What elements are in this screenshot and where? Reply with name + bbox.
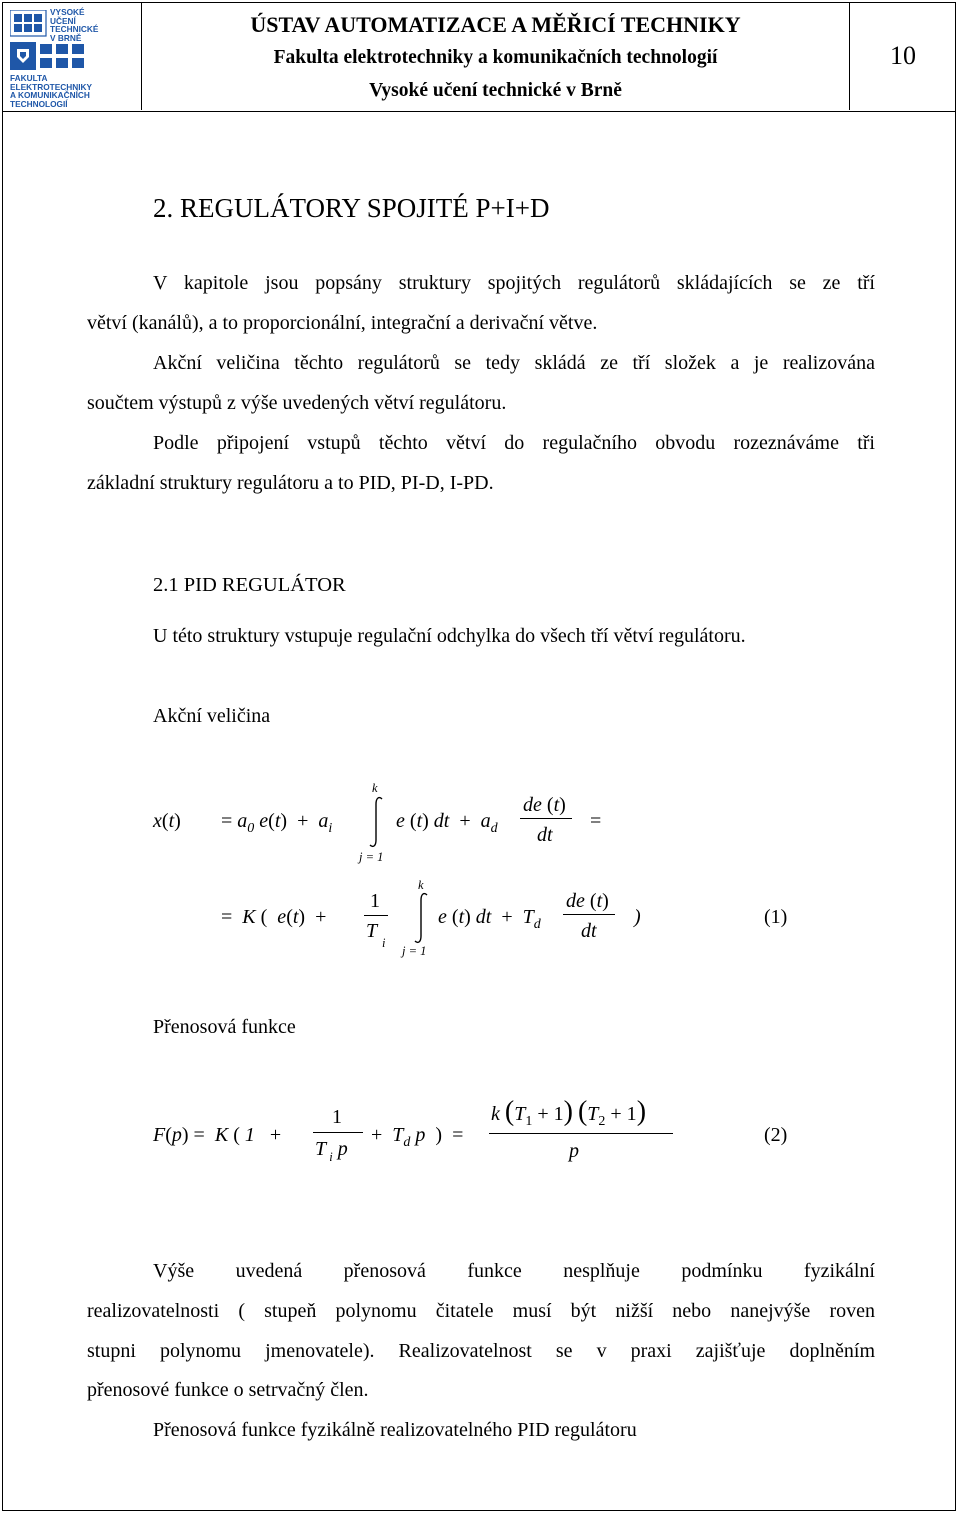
transfer-function-label: Přenosová funkce xyxy=(153,1016,296,1038)
institute-name: ÚSTAV AUTOMATIZACE A MĚŘICÍ TECHNIKY xyxy=(250,12,741,37)
action-variable-label: Akční veličina xyxy=(153,705,271,727)
eq2-denominator: p xyxy=(569,1140,579,1162)
eq1-fraction-bar xyxy=(520,818,572,819)
page-frame xyxy=(2,2,956,1511)
intro-line-3: Akční veličina těchto regulátorů se tedy skládá ze tří složek a je realizována xyxy=(153,352,875,374)
logo-emblem-icon xyxy=(10,7,138,72)
logo-bottom-text: FAKULTA ELEKTROTECHNIKY A KOMUNIKAČNÍCH TECHNOLOGIÍ xyxy=(10,73,93,109)
integral-sign-icon xyxy=(413,892,433,944)
section-text: U této struktury vstupuje regulační odchylka do všech tří větví regulátoru. xyxy=(153,625,746,647)
intro-line-6: základní struktury regulátoru a to PID, PI-D, I-PD. xyxy=(87,472,494,494)
intro-line-5: Podle připojení vstupů těchto větví do regulačního obvodu rozeznáváme tři xyxy=(153,432,875,454)
eq1-term-p: = $a_0$ $e(t) + a_i$ xyxy=(221,810,333,836)
section-title: 2.1 PID REGULÁTOR xyxy=(153,574,346,596)
eq1-ti-sub: i xyxy=(382,936,386,950)
eq2-td-term: + $T_d$ p ) = xyxy=(371,1124,464,1150)
faculty-name: Fakulta elektrotechniky a komunikačních technologií xyxy=(273,47,718,68)
eq1-line2-lower-limit: j = 1 xyxy=(402,944,427,958)
eq1-line2-fraction-bar xyxy=(563,914,615,915)
eq1-line2-start: = K ( e(t) + xyxy=(221,906,327,928)
eq2-tip-bar xyxy=(313,1132,363,1133)
eq2-fraction-bar xyxy=(489,1133,673,1134)
eq1-one: 1 xyxy=(370,890,380,912)
intro-line-1: V kapitole jsou popsány struktury spojitých regulátorů skládajících se ze tří xyxy=(153,272,875,294)
chapter-title: 2. REGULÁTORY SPOJITÉ P+I+D xyxy=(153,193,550,223)
closing-line-2: realizovatelnosti ( stupeň polynomu čitatele musí být nižší nebo nanejvýše roven xyxy=(87,1300,875,1322)
eq1-line2-deriv-num: de (t) xyxy=(566,890,609,912)
eq2-tip: T $_i$ p xyxy=(315,1138,348,1164)
eq2-one: 1 xyxy=(332,1106,342,1128)
closing-line-5: Přenosová funkce fyzikálně realizovatelného PID regulátoru xyxy=(153,1419,637,1441)
integral-sign-icon xyxy=(368,796,388,848)
eq1-term-i: e (t) dt + $a_d$ xyxy=(396,810,498,836)
eq1-equals: = xyxy=(590,810,602,832)
page-header xyxy=(2,2,956,112)
page-number: 10 xyxy=(849,2,956,110)
eq2-numerator: k $(T_1 + 1) (T_2 + 1)$ xyxy=(491,1096,647,1129)
eq1-line2-deriv-den: dt xyxy=(581,920,597,942)
closing-line-4: přenosové funkce o setrvačný člen. xyxy=(87,1379,369,1401)
eq2-lhs: F(p) = K ( 1 + xyxy=(153,1124,282,1146)
eq1-line2-int: e (t) dt + $T_d$ xyxy=(438,906,541,932)
eq1-lhs: x(t) xyxy=(153,810,181,832)
closing-line-1: Výše uvedená přenosová funkce nesplňuje podmínku fyzikální xyxy=(153,1260,875,1282)
eq1-deriv-den: dt xyxy=(537,824,553,846)
eq1-close-paren: ) xyxy=(634,906,641,928)
logo-top-text: VYSOKÉ UČENÍ TECHNICKÉ V BRNĚ xyxy=(50,7,99,43)
eq1-ti: T xyxy=(366,920,378,942)
header-title-block xyxy=(142,8,849,107)
eq1-deriv-num: de (t) xyxy=(523,794,566,816)
eq2-number: (2) xyxy=(764,1124,788,1146)
eq1-upper-limit: k xyxy=(372,781,378,795)
closing-line-3: stupni polynomu jmenovatele). Realizovatelnost se v praxi zajišťuje doplněním xyxy=(87,1340,875,1362)
intro-line-2: větví (kanálů), a to proporcionální, integrační a derivační větve. xyxy=(87,312,598,334)
eq1-number: (1) xyxy=(764,906,788,928)
eq1-lower-limit: j = 1 xyxy=(359,850,384,864)
eq1-ti-bar xyxy=(364,915,388,916)
eq1-line2-upper-limit: k xyxy=(418,878,424,892)
intro-line-4: součtem výstupů z výše uvedených větví regulátoru. xyxy=(87,392,507,414)
university-logo xyxy=(2,2,142,110)
university-name: Vysoké učení technické v Brně xyxy=(369,80,622,101)
